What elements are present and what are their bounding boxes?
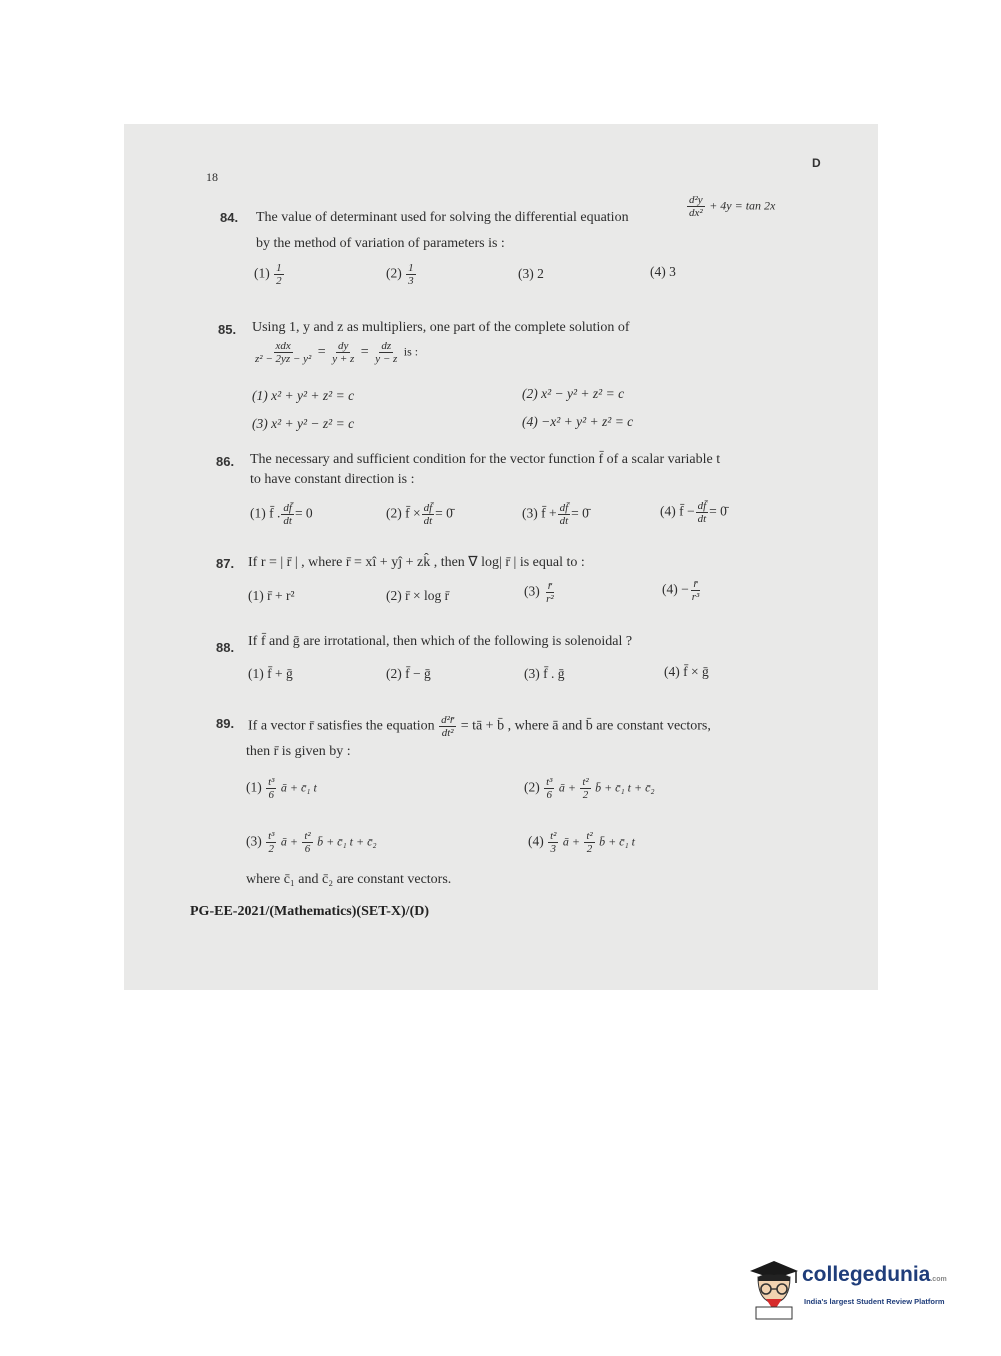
question-85-option-3: (3) x² + y² − z² = c <box>252 416 355 431</box>
question-87-option-3: (3) $\frac{r̄}{\text{r²}}$ <box>524 580 554 605</box>
question-88-option-3: (3) f̄ . ḡ <box>524 666 565 681</box>
graduate-mascot-icon <box>744 1255 800 1323</box>
question-89-option-2: (2) $\frac{\text{t³}}{6}$ ā + $\frac{\text{t²}}{2}$ b̄ + c̄₁ t + c̄₂ <box>524 776 655 801</box>
question-86-text: The necessary and sufficient condition for the vector function f̄ of a scalar variable t <box>250 452 721 467</box>
question-85-option-1: (1) x² + y² + z² = c <box>252 388 355 403</box>
question-89-option-1: (1) $\frac{\text{t³}}{6}$ ā + c̄₁ t <box>246 776 317 801</box>
question-84-equation: $\frac{\text{d²y}}{\text{dx²}}$ + 4y = tan 2x <box>689 194 776 219</box>
question-89-option-4: (4) $\frac{\text{t²}}{3}$ ā + $\frac{\text{t²}}{2}$ b̄ + c̄₁ t <box>528 830 636 855</box>
question-88-text: If f̄ and ḡ are irrotational, then which of the following is solenoidal ? <box>248 634 633 649</box>
question-89-text: If a vector r̄ satisfies the equation $\frac{\text{d²r̄}}{\text{dt²}}$ = tā + b̄ , where ā and b̄ are constant vectors, <box>248 714 711 739</box>
question-number-87: 87. <box>216 556 235 571</box>
question-88-option-1: (1) f̄ + ḡ <box>248 666 293 681</box>
question-86-option-1: (1) f̄ . $\frac{df̄}{dt}$ = 0 <box>250 502 313 527</box>
question-number-88: 88. <box>216 640 235 655</box>
collegedunia-logo <box>744 1255 974 1325</box>
brand-tagline: India's largest Student Review Platform <box>804 1297 945 1306</box>
question-84-option-2: (2) $\frac{1}{3}$ <box>386 262 414 287</box>
question-87-option-4: (4) − $\frac{r̄}{\text{r³}}$ <box>662 578 700 603</box>
question-number-89: 89. <box>216 716 235 731</box>
question-84-option-3: (3) 2 <box>518 266 544 281</box>
set-letter: D <box>812 156 821 170</box>
question-number-85: 85. <box>218 322 237 337</box>
question-85-option-4: (4) −x² + y² + z² = c <box>522 414 634 429</box>
question-number-84: 84. <box>220 210 239 225</box>
question-85-option-2: (2) x² − y² + z² = c <box>522 386 625 401</box>
question-86-option-3: (3) f̄ + $\frac{df̄}{dt}$ = 0̄ <box>522 502 589 527</box>
question-87-text: If r = | r̄ | , where r̄ = xî + yĵ + zk̂ , then ∇ log| r̄ | is equal to : <box>248 555 585 570</box>
question-84-text-line2: by the method of variation of parameters is : <box>256 236 505 251</box>
question-84-option-4: (4) 3 <box>650 264 676 279</box>
question-89-text-line2: then r̄ is given by : <box>246 744 351 759</box>
question-87-option-2: (2) r̄ × log r̄ <box>386 588 450 603</box>
exam-page-photo <box>124 124 878 990</box>
question-86-option-2: (2) f̄ × $\frac{df̄}{dt}$ = 0̄ <box>386 502 453 527</box>
question-86-option-4: (4) f̄ − $\frac{df̄}{dt}$ = 0̄ <box>660 500 727 525</box>
question-84-option-1: (1) $\frac{1}{2}$ <box>254 262 282 287</box>
question-86-text-line2: to have constant direction is : <box>250 472 415 487</box>
question-85-equation: $\frac{\text{xdx}}{\text{z² − 2yz − y²}}$ = $\frac{dy}{y + z}$ = $\frac{dz}{y - z}$ is : <box>255 340 419 365</box>
page-number: 18 <box>206 170 218 184</box>
question-84-text: The value of determinant used for solving the differential equation <box>256 210 629 225</box>
question-88-option-4: (4) f̄ × ḡ <box>664 664 709 679</box>
brand-name: collegedunia.com <box>802 1263 947 1286</box>
question-85-text: Using 1, y and z as multipliers, one part of the complete solution of <box>252 320 630 335</box>
question-88-option-2: (2) f̄ − ḡ <box>386 666 431 681</box>
question-89-option-3: (3) $\frac{\text{t³}}{2}$ ā + $\frac{\text{t²}}{6}$ b̄ + c̄₁ t + c̄₂ <box>246 830 377 855</box>
paper-code-footer: PG-EE-2021/(Mathematics)(SET-X)/(D) <box>190 904 430 919</box>
question-89-note: where c̄₁ and c̄₂ are constant vectors. <box>246 872 452 887</box>
question-number-86: 86. <box>216 454 235 469</box>
question-87-option-1: (1) r̄ + r² <box>248 588 295 603</box>
